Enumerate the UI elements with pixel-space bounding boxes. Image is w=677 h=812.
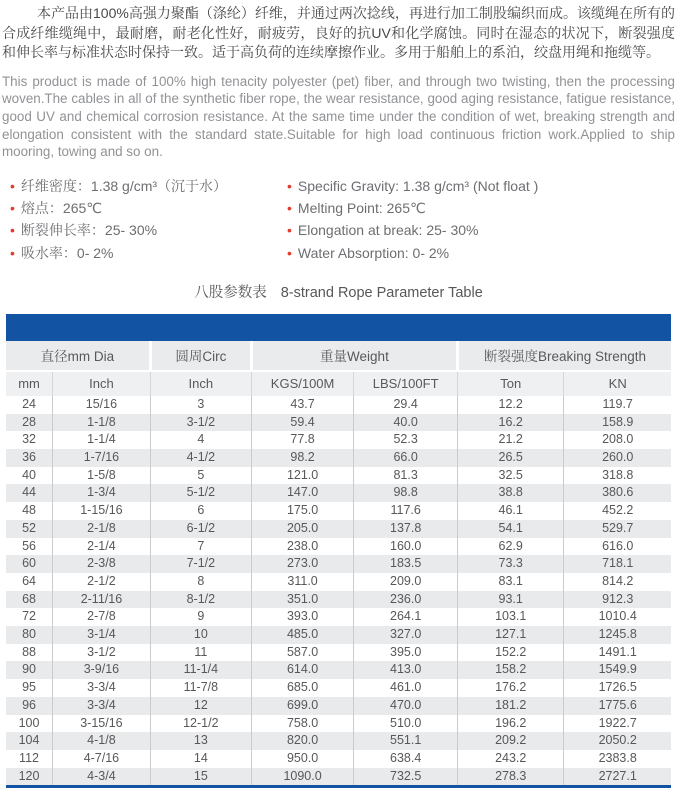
catalog-page [0,4,677,812]
table-row [6,484,671,502]
table-cell: 15 [150,768,251,786]
table-group-header-cell: 断裂强度Breaking Strength [458,341,671,371]
table-cell: 1-15/16 [53,502,151,520]
spec-text: Water Absorption: 0- 2% [297,244,450,261]
table-row [6,502,671,520]
table-cell: 48 [22,503,36,518]
table-cell: 3-1/2 [53,644,151,662]
table-row [6,679,671,697]
table-cell: 147.0 [251,484,353,502]
table-cell: 699.0 [251,697,353,715]
table-cell: 1090.0 [251,768,353,786]
table-cell: 1-5/8 [53,467,151,485]
table-cell: 12.2 [458,396,564,414]
table-cell: 52.3 [354,431,458,449]
table-cell: 4-7/16 [53,750,151,768]
table-cell: 758.0 [251,715,353,733]
table-cell: 950.0 [251,750,353,768]
table-cell: 46.1 [458,502,564,520]
table-cell: 7-1/2 [150,555,251,573]
table-cell: 820.0 [251,732,353,750]
table-cell: 52 [22,520,36,535]
parameter-table-section [6,314,671,788]
table-row [6,414,671,432]
table-cell: 88 [22,644,36,659]
table-cell: 551.1 [354,732,458,750]
table-cell: 127.1 [458,626,564,644]
table-top-bar [6,314,671,341]
table-cell: 238.0 [251,538,353,556]
table-cell: 614.0 [251,661,353,679]
table-cell: 2-3/8 [53,555,151,573]
spec-text: Melting Point: 265℃ [297,200,426,217]
table-cell: 98.2 [251,449,353,467]
table-group-header-cell: 重量Weight [251,341,457,371]
table-cell: 685.0 [251,679,353,697]
table-cell: 21.2 [458,431,564,449]
spec-list-en [287,175,677,264]
table-cell: 2-1/8 [53,520,151,538]
table-bottom-bar [6,785,671,788]
table-cell: 327.0 [354,626,458,644]
table-cell: 4-1/8 [53,732,151,750]
table-row [6,449,671,467]
table-cell: 273.0 [251,555,353,573]
table-cell: 587.0 [251,644,353,662]
table-cell: 90 [22,662,36,677]
table-row [6,750,671,768]
table-cell: 209.0 [354,573,458,591]
table-cell: 243.2 [458,750,564,768]
table-cell: 158.9 [564,414,671,432]
table-cell: 11 [150,644,251,662]
table-cell: 93.1 [458,591,564,609]
table-cell: 40 [22,467,36,482]
table-cell: 98.8 [354,484,458,502]
table-cell: 510.0 [354,715,458,733]
table-title-cn: 八股参数表 [194,284,267,301]
table-cell: 2-11/16 [53,591,151,609]
table-cell: 413.0 [354,661,458,679]
table-cell: 16.2 [458,414,564,432]
table-cell: 260.0 [564,449,671,467]
table-unit-header-cell: KN [564,371,671,396]
table-cell: 393.0 [251,608,353,626]
table-cell: 196.2 [458,715,564,733]
table-cell: 96 [22,697,36,712]
table-cell: 2-1/2 [53,573,151,591]
table-cell: 176.2 [458,679,564,697]
table-cell: 718.1 [564,555,671,573]
spec-list-cn [10,175,287,264]
bullet-icon: • [10,200,15,217]
table-row [6,555,671,573]
table-cell: 11-7/8 [150,679,251,697]
parameter-table [6,341,671,785]
table-cell: 152.2 [458,644,564,662]
table-cell: 36 [22,450,36,465]
table-cell: 5 [150,467,251,485]
table-cell: 14 [150,750,251,768]
table-row [6,768,671,786]
table-row [6,591,671,609]
table-row [6,608,671,626]
table-row [6,715,671,733]
table-cell: 77.8 [251,431,353,449]
table-cell: 208.0 [564,431,671,449]
intro-paragraph-en: This product is made of 100% high tenacity polyester (pet) fiber, and through two twisting, then the processing woven.The cables in all of the synthetic fiber rope, the wear resistance, good aging resistance, fatigue resistance, good UV and chemical corrosion resistance. At the same time under the condition of wet, breaking strength and elongation consistent with the standard state.Suitable for high load continuous friction work.Applied to ship mooring, towing and so on. [2,73,675,160]
table-cell: 2727.1 [564,768,671,786]
table-cell: 120 [18,768,40,783]
table-cell: 95 [22,680,36,695]
spec-text: 断裂伸长率：25- 30% [20,222,158,239]
table-cell: 100 [18,715,40,730]
table-cell: 43.7 [251,396,353,414]
table-cell: 1549.9 [564,661,671,679]
table-title [0,281,677,302]
table-cell: 452.2 [564,502,671,520]
table-unit-header-cell: Inch [53,371,151,396]
table-cell: 3-1/4 [53,626,151,644]
table-cell: 470.0 [354,697,458,715]
table-cell: 1-7/16 [53,449,151,467]
table-cell: 1491.1 [564,644,671,662]
table-cell: 236.0 [354,591,458,609]
bullet-icon: • [287,200,292,217]
spec-text: 吸水率：0- 2% [20,244,114,261]
table-cell: 732.5 [354,768,458,786]
table-row [6,538,671,556]
spec-item [10,197,287,219]
table-cell: 24 [22,396,36,411]
table-cell: 1245.8 [564,626,671,644]
table-cell: 209.2 [458,732,564,750]
spec-text: Elongation at break: 25- 30% [297,222,479,239]
table-cell: 119.7 [564,396,671,414]
table-cell: 7 [150,538,251,556]
table-row [6,661,671,679]
table-cell: 814.2 [564,573,671,591]
table-cell: 104 [18,733,40,748]
table-cell: 205.0 [251,520,353,538]
table-cell: 81.3 [354,467,458,485]
table-cell: 38.8 [458,484,564,502]
table-cell: 181.2 [458,697,564,715]
table-cell: 73.3 [458,555,564,573]
table-cell: 1-1/8 [53,414,151,432]
table-cell: 83.1 [458,573,564,591]
table-cell: 54.1 [458,520,564,538]
spec-lists [10,175,677,264]
table-cell: 80 [22,627,36,642]
spec-text: Specific Gravity: 1.38 g/cm³ (Not float ) [297,177,539,194]
table-cell: 395.0 [354,644,458,662]
bullet-icon: • [10,222,15,239]
table-cell: 1-1/4 [53,431,151,449]
spec-item [287,197,677,219]
table-cell: 3-3/4 [53,679,151,697]
table-cell: 318.8 [564,467,671,485]
table-cell: 4 [150,431,251,449]
table-cell: 351.0 [251,591,353,609]
table-cell: 2383.8 [564,750,671,768]
bullet-icon: • [10,244,15,261]
table-cell: 912.3 [564,591,671,609]
spec-item [10,175,287,197]
table-unit-header-cell: Inch [150,371,251,396]
table-cell: 12 [150,697,251,715]
table-cell: 2-7/8 [53,608,151,626]
table-unit-header-cell: KGS/100M [251,371,353,396]
bullet-icon: • [287,177,292,194]
table-title-en: 8-strand Rope Parameter Table [280,284,483,301]
table-cell: 68 [22,591,36,606]
table-cell: 6-1/2 [150,520,251,538]
table-row [6,732,671,750]
table-cell: 62.9 [458,538,564,556]
table-row [6,520,671,538]
table-cell: 117.6 [354,502,458,520]
table-cell: 380.6 [564,484,671,502]
table-cell: 8-1/2 [150,591,251,609]
table-cell: 160.0 [354,538,458,556]
bullet-icon: • [10,177,15,194]
table-cell: 3-3/4 [53,697,151,715]
bullet-icon: • [287,222,292,239]
table-cell: 175.0 [251,502,353,520]
table-cell: 12-1/2 [150,715,251,733]
table-cell: 13 [150,732,251,750]
bullet-icon: • [287,244,292,261]
spec-item [287,219,677,241]
table-cell: 4-1/2 [150,449,251,467]
table-row [6,573,671,591]
table-cell: 11-1/4 [150,661,251,679]
table-cell: 44 [22,485,36,500]
table-cell: 3-1/2 [150,414,251,432]
table-cell: 4-3/4 [53,768,151,786]
table-cell: 28 [22,414,36,429]
table-cell: 461.0 [354,679,458,697]
table-cell: 29.4 [354,396,458,414]
intro-paragraph-cn: 本产品由100%高强力聚酯（涤纶）纤维，并通过两次捻线，再进行加工制股编织而成。该缆绳在所有的合成纤维缆绳中，最耐磨，耐老化性好，耐疲劳，良好的抗UV和化学腐蚀。同时在湿态的状况下，断裂强度和伸长率与标准状态时保持一致。适于高负荷的连续摩擦作业。多用于船舶上的系泊，绞盘用绳和拖缆等。 [2,5,675,61]
table-cell: 137.8 [354,520,458,538]
table-cell: 1726.5 [564,679,671,697]
spec-item [10,219,287,241]
spec-item [10,242,287,264]
table-cell: 72 [22,609,36,624]
table-cell: 3-15/16 [53,715,151,733]
table-cell: 529.7 [564,520,671,538]
table-cell: 183.5 [354,555,458,573]
table-row [6,626,671,644]
table-cell: 32.5 [458,467,564,485]
table-cell: 10 [150,626,251,644]
table-cell: 1-3/4 [53,484,151,502]
table-cell: 56 [22,538,36,553]
table-cell: 2-1/4 [53,538,151,556]
table-cell: 311.0 [251,573,353,591]
table-unit-header-cell: LBS/100FT [354,371,458,396]
table-cell: 6 [150,502,251,520]
table-cell: 158.2 [458,661,564,679]
table-cell: 26.5 [458,449,564,467]
table-row [6,644,671,662]
table-cell: 264.1 [354,608,458,626]
table-group-header-cell: 圆周Circ [150,341,251,371]
table-cell: 1922.7 [564,715,671,733]
table-cell: 32 [22,432,36,447]
table-cell: 3-9/16 [53,661,151,679]
table-cell: 638.4 [354,750,458,768]
spec-text: 纤维密度：1.38 g/cm³（沉于水） [20,177,228,194]
table-cell: 9 [150,608,251,626]
table-cell: 278.3 [458,768,564,786]
table-row [6,396,671,414]
table-group-header-cell: 直径mm Dia [6,341,150,371]
table-cell: 8 [150,573,251,591]
table-group-header-row [6,341,671,371]
table-cell: 60 [22,556,36,571]
table-unit-header-cell: Ton [458,371,564,396]
table-cell: 3 [150,396,251,414]
table-cell: 64 [22,573,36,588]
table-cell: 112 [19,751,39,765]
table-cell: 121.0 [251,467,353,485]
table-cell: 103.1 [458,608,564,626]
table-cell: 1775.6 [564,697,671,715]
table-row [6,467,671,485]
table-cell: 59.4 [251,414,353,432]
spec-item [287,175,677,197]
table-cell: 40.0 [354,414,458,432]
table-cell: 485.0 [251,626,353,644]
spec-item [287,242,677,264]
table-cell: 1010.4 [564,608,671,626]
spec-text: 熔点：265℃ [20,200,102,217]
table-unit-header-cell: mm [6,371,53,396]
table-cell: 2050.2 [564,732,671,750]
table-unit-header-row [6,371,671,396]
table-cell: 5-1/2 [150,484,251,502]
table-cell: 616.0 [564,538,671,556]
table-cell: 15/16 [53,396,151,414]
table-cell: 66.0 [354,449,458,467]
table-row [6,431,671,449]
table-row [6,697,671,715]
